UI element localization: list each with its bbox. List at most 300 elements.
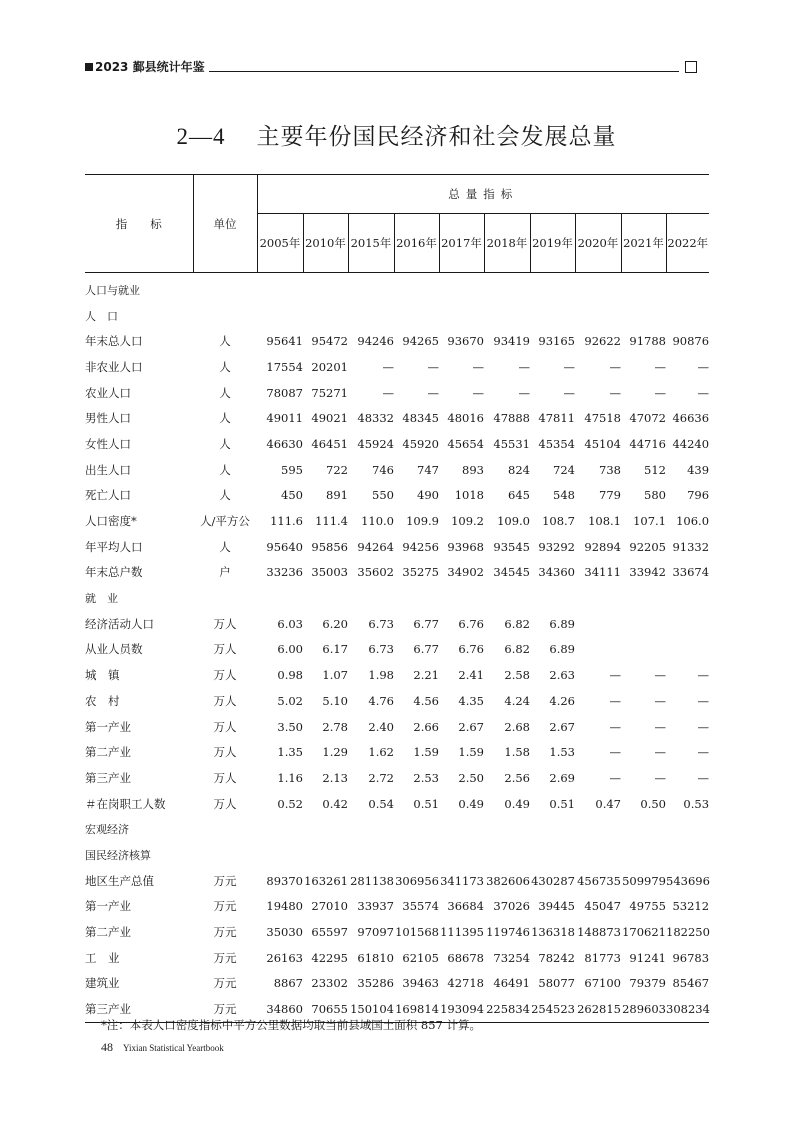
row-unit: 人 xyxy=(219,436,231,451)
header-year: 2015年 xyxy=(348,214,394,273)
table-cell: 6.20 xyxy=(322,616,348,631)
yearbook-name: Yixian Statistical Yeartbook xyxy=(123,1043,224,1053)
table-cell xyxy=(439,842,484,868)
table-cell: 90876 xyxy=(672,334,710,349)
table-cell: 136318 xyxy=(531,925,575,940)
row-indicator: 第一产业 xyxy=(85,899,131,914)
table-row xyxy=(85,919,709,945)
table-cell: 6.82 xyxy=(504,616,530,631)
table-cell xyxy=(530,273,575,303)
table-cell: 111.4 xyxy=(315,514,348,529)
row-indicator: 人口密度* xyxy=(85,514,137,529)
table-cell: 2.40 xyxy=(368,719,394,734)
table-cell xyxy=(257,273,303,303)
table-cell: 2.56 xyxy=(504,770,530,785)
table-cell: 0.49 xyxy=(458,796,484,811)
table-cell: 6.03 xyxy=(277,616,303,631)
row-indicator: 第二产业 xyxy=(85,925,131,940)
table-cell xyxy=(484,842,530,868)
table-cell: 94256 xyxy=(402,539,439,554)
table-cell: 2.53 xyxy=(413,770,439,785)
table-cell: 106.0 xyxy=(676,514,710,529)
table-row xyxy=(85,842,709,868)
statistics-table xyxy=(85,174,709,1023)
table-cell: 2.66 xyxy=(413,719,439,734)
row-unit: 人 xyxy=(219,462,231,477)
table-cell: 34111 xyxy=(584,565,621,580)
table-cell: 170621 xyxy=(622,925,666,940)
row-indicator: 出生人口 xyxy=(85,462,131,477)
table-cell xyxy=(666,611,709,637)
row-unit: 万人 xyxy=(213,745,237,760)
page-number: 48 xyxy=(101,1040,113,1054)
running-head-text: 2023 鄞县统计年鉴 xyxy=(95,60,205,74)
table-cell: 27010 xyxy=(311,899,348,914)
table-cell: 289603 xyxy=(621,996,666,1022)
table-cell: 1.59 xyxy=(413,745,439,760)
row-unit: 万人 xyxy=(213,796,237,811)
table-cell: — xyxy=(697,385,710,400)
table-cell xyxy=(530,303,575,329)
table-cell xyxy=(621,816,666,842)
table-cell: 95641 xyxy=(266,334,303,349)
table-cell: 45047 xyxy=(584,899,621,914)
row-unit: 万元 xyxy=(213,899,237,914)
row-unit: 万人 xyxy=(213,642,237,657)
table-cell: 2.68 xyxy=(504,719,530,734)
running-head-rule xyxy=(209,71,679,72)
table-cell: 3.50 xyxy=(277,719,303,734)
table-cell: 4.35 xyxy=(458,693,484,708)
table-cell: 45924 xyxy=(357,436,394,451)
row-indicator: ＃在岗职工人数 xyxy=(85,796,166,811)
table-cell: — xyxy=(609,668,621,683)
row-unit: 人 xyxy=(219,385,231,400)
table-cell: 92894 xyxy=(584,539,621,554)
row-unit: 万人 xyxy=(213,770,237,785)
row-indicator: 男性人口 xyxy=(85,411,131,426)
table-cell xyxy=(257,816,303,842)
row-unit: 人 xyxy=(219,539,231,554)
table-cell: 92205 xyxy=(629,539,666,554)
table-cell: 580 xyxy=(644,488,666,503)
table-cell xyxy=(666,273,709,303)
table-cell: 6.73 xyxy=(368,616,394,631)
table-cell: 47518 xyxy=(584,411,621,426)
row-indicator: 女性人口 xyxy=(85,436,131,451)
table-cell xyxy=(394,585,439,611)
table-cell: 93670 xyxy=(447,334,484,349)
row-unit xyxy=(193,303,257,329)
table-cell: — xyxy=(472,385,484,400)
table-cell xyxy=(666,842,709,868)
table-cell: 6.17 xyxy=(322,642,348,657)
table-cell: 6.89 xyxy=(549,616,575,631)
table-cell: — xyxy=(654,745,666,760)
table-row xyxy=(85,273,709,303)
table-cell: 96783 xyxy=(672,950,710,965)
table-cell: 91332 xyxy=(672,539,710,554)
table-cell: 722 xyxy=(326,462,348,477)
table-row xyxy=(85,791,709,817)
table-cell xyxy=(303,303,348,329)
table-cell: 33937 xyxy=(357,899,394,914)
table-cell: 1.53 xyxy=(549,745,575,760)
running-head xyxy=(85,58,697,74)
table-cell: 34360 xyxy=(538,565,575,580)
table-number: 2—4 xyxy=(176,124,226,149)
table-cell: — xyxy=(697,770,710,785)
table-cell xyxy=(666,585,709,611)
table-cell: 46636 xyxy=(672,411,710,426)
table-row xyxy=(85,457,709,483)
table-cell: 47888 xyxy=(493,411,530,426)
table-cell: 439 xyxy=(687,462,710,477)
table-cell: 2.67 xyxy=(458,719,484,734)
row-indicator: 城 镇 xyxy=(85,668,120,683)
table-cell: — xyxy=(382,359,394,374)
header-year: 2017年 xyxy=(439,214,484,273)
header-year: 2016年 xyxy=(394,214,439,273)
header-year: 2010年 xyxy=(303,214,348,273)
table-cell xyxy=(257,842,303,868)
table-row xyxy=(85,765,709,791)
table-cell: 39445 xyxy=(538,899,575,914)
table-cell: — xyxy=(609,385,621,400)
table-cell: 65597 xyxy=(311,925,348,940)
row-indicator: 就 业 xyxy=(85,592,118,606)
table-cell: 93545 xyxy=(493,539,530,554)
table-cell: 39463 xyxy=(402,976,439,991)
table-cell xyxy=(575,816,621,842)
table-row xyxy=(85,637,709,663)
row-indicator: 国民经济核算 xyxy=(85,848,151,862)
table-cell: — xyxy=(609,693,621,708)
table-row xyxy=(85,611,709,637)
table-cell: 33674 xyxy=(672,565,710,580)
table-cell: 2.21 xyxy=(413,668,439,683)
folio xyxy=(101,1040,224,1055)
table-cell: 91241 xyxy=(629,950,666,965)
table-row xyxy=(85,945,709,971)
table-cell xyxy=(666,816,709,842)
table-cell: 0.51 xyxy=(413,796,439,811)
table-cell: 550 xyxy=(372,488,394,503)
table-cell: 456735 xyxy=(577,873,621,888)
table-cell xyxy=(575,637,621,663)
table-cell: 0.52 xyxy=(277,796,303,811)
table-cell: 78242 xyxy=(538,950,575,965)
header-unit: 单位 xyxy=(193,175,257,273)
table-cell xyxy=(530,585,575,611)
table-cell: — xyxy=(697,719,710,734)
row-unit: 人 xyxy=(219,359,231,374)
table-cell: 306956 xyxy=(395,873,439,888)
header-year: 2020年 xyxy=(575,214,621,273)
table-cell: 45354 xyxy=(538,436,575,451)
row-indicator: 第一产业 xyxy=(85,719,131,734)
table-cell: — xyxy=(427,385,439,400)
row-indicator: 从业人员数 xyxy=(85,642,143,657)
table-row xyxy=(85,868,709,894)
table-cell xyxy=(530,842,575,868)
table-cell: 35602 xyxy=(357,565,394,580)
table-cell: 35574 xyxy=(402,899,439,914)
table-cell: 1.98 xyxy=(368,668,394,683)
table-cell xyxy=(439,816,484,842)
row-indicator: 年平均人口 xyxy=(85,539,143,554)
table-row xyxy=(85,739,709,765)
table-cell: 2.50 xyxy=(458,770,484,785)
table-cell xyxy=(348,842,394,868)
table-cell: 4.24 xyxy=(504,693,530,708)
table-cell: 107.1 xyxy=(633,514,666,529)
table-cell: 44716 xyxy=(629,436,666,451)
table-cell: 78087 xyxy=(266,385,303,400)
table-cell: — xyxy=(697,693,710,708)
footnote: *注：本表人口密度指标中平方公里数据均取当前县域国土面积 857 计算。 xyxy=(101,1018,482,1032)
table-cell xyxy=(575,273,621,303)
table-cell: 81773 xyxy=(584,950,621,965)
table-cell: 182250 xyxy=(666,925,710,940)
table-cell xyxy=(621,273,666,303)
table-cell: 1.07 xyxy=(322,668,348,683)
table-cell: 34545 xyxy=(493,565,530,580)
table-cell: 6.73 xyxy=(368,642,394,657)
table-cell: 824 xyxy=(508,462,530,477)
table-cell: 1.59 xyxy=(458,745,484,760)
table-cell: 111.6 xyxy=(270,514,303,529)
table-cell xyxy=(621,637,666,663)
table-cell: 169814 xyxy=(394,996,439,1022)
table-cell: 109.9 xyxy=(406,514,439,529)
table-cell: 382606 xyxy=(486,873,530,888)
table-cell: 48016 xyxy=(447,411,484,426)
row-unit xyxy=(193,816,257,842)
table-cell: 6.77 xyxy=(413,616,439,631)
table-cell: 70655 xyxy=(303,996,348,1022)
table-cell xyxy=(348,273,394,303)
table-cell: 89370 xyxy=(266,873,303,888)
table-cell: 119746 xyxy=(486,925,530,940)
table-cell xyxy=(621,842,666,868)
table-cell xyxy=(303,816,348,842)
table-cell xyxy=(394,842,439,868)
table-cell: 110.0 xyxy=(361,514,394,529)
table-cell xyxy=(575,585,621,611)
row-unit: 万元 xyxy=(213,925,237,940)
table-row xyxy=(85,971,709,997)
table-cell: 19480 xyxy=(266,899,303,914)
row-unit: 万人 xyxy=(213,616,237,631)
table-cell: 95472 xyxy=(311,334,348,349)
row-unit: 户 xyxy=(219,565,231,580)
table-cell xyxy=(666,637,709,663)
table-cell: 2.69 xyxy=(549,770,575,785)
table-cell: 150104 xyxy=(348,996,394,1022)
row-unit: 万元 xyxy=(213,950,237,965)
table-cell: 49755 xyxy=(629,899,666,914)
row-indicator: 年末总人口 xyxy=(85,334,143,349)
table-cell: — xyxy=(654,385,666,400)
table-cell: 543696 xyxy=(666,873,710,888)
table-cell: 4.26 xyxy=(549,693,575,708)
table-cell xyxy=(303,842,348,868)
page-title xyxy=(0,118,793,151)
table-cell: 0.47 xyxy=(595,796,621,811)
table-cell: 490 xyxy=(417,488,439,503)
table-cell: 45654 xyxy=(447,436,484,451)
table-cell: 148873 xyxy=(577,925,621,940)
table-cell: 0.53 xyxy=(683,796,710,811)
table-cell xyxy=(621,303,666,329)
row-indicator: 农业人口 xyxy=(85,385,131,400)
table-cell: 430287 xyxy=(531,873,575,888)
table-cell: 548 xyxy=(553,488,575,503)
table-cell: — xyxy=(654,770,666,785)
table-row xyxy=(85,534,709,560)
table-cell: 6.82 xyxy=(504,642,530,657)
table-cell: 254523 xyxy=(530,996,575,1022)
table-cell xyxy=(439,273,484,303)
row-unit: 万人 xyxy=(213,719,237,734)
row-indicator: 宏观经济 xyxy=(85,823,129,837)
table-cell xyxy=(394,303,439,329)
table-cell: 45531 xyxy=(493,436,530,451)
table-cell: 5.10 xyxy=(322,693,348,708)
table-cell: 53212 xyxy=(672,899,710,914)
table-cell: — xyxy=(609,745,621,760)
row-unit: 万元 xyxy=(193,996,257,1022)
table-cell: 35030 xyxy=(266,925,303,940)
row-indicator: 年末总户数 xyxy=(85,565,143,580)
table-cell: 4.76 xyxy=(368,693,394,708)
table-cell: 109.0 xyxy=(497,514,530,529)
table-cell: 5.02 xyxy=(277,693,303,708)
table-cell: 34902 xyxy=(447,565,484,580)
table-row xyxy=(85,483,709,509)
table-cell xyxy=(530,816,575,842)
table-cell: 2.58 xyxy=(504,668,530,683)
table-cell: 281138 xyxy=(350,873,394,888)
row-indicator: 人 口 xyxy=(85,309,118,323)
table-cell: 8867 xyxy=(273,976,303,991)
row-indicator: 死亡人口 xyxy=(85,488,131,503)
header-group: 总量指标 xyxy=(257,175,709,214)
table-cell: — xyxy=(472,359,484,374)
table-row xyxy=(85,714,709,740)
table-cell: 61810 xyxy=(357,950,394,965)
table-cell xyxy=(303,585,348,611)
table-cell: 0.50 xyxy=(640,796,666,811)
table-cell: 6.00 xyxy=(277,642,303,657)
table-cell: 93419 xyxy=(493,334,530,349)
header-year: 2022年 xyxy=(666,214,709,273)
table-cell xyxy=(484,303,530,329)
table-cell: — xyxy=(654,668,666,683)
table-row xyxy=(85,508,709,534)
table-cell: 17554 xyxy=(266,359,303,374)
table-cell: 49011 xyxy=(266,411,303,426)
table-cell: 20201 xyxy=(311,359,348,374)
table-cell: 48345 xyxy=(402,411,439,426)
table-cell: 79379 xyxy=(629,976,666,991)
table-cell: 2.67 xyxy=(549,719,575,734)
table-row xyxy=(85,560,709,586)
table-cell: 2.72 xyxy=(368,770,394,785)
table-cell: 2.41 xyxy=(458,668,484,683)
table-cell: 48332 xyxy=(357,411,394,426)
table-cell xyxy=(257,585,303,611)
table-cell: 738 xyxy=(599,462,621,477)
row-indicator: 非农业人口 xyxy=(85,359,143,374)
table-cell xyxy=(394,816,439,842)
table-cell: 23302 xyxy=(311,976,348,991)
table-cell xyxy=(303,273,348,303)
header-year: 2019年 xyxy=(530,214,575,273)
table-cell: 108.1 xyxy=(588,514,621,529)
table-cell: 49021 xyxy=(311,411,348,426)
row-indicator: 第三产业 xyxy=(85,996,193,1022)
table-cell: 1.29 xyxy=(322,745,348,760)
table-cell: 75271 xyxy=(311,385,348,400)
table-cell: 0.42 xyxy=(322,796,348,811)
table-cell: — xyxy=(609,359,621,374)
row-unit: 万元 xyxy=(213,976,237,991)
table-cell: 2.13 xyxy=(322,770,348,785)
table-cell: 747 xyxy=(417,462,439,477)
table-cell xyxy=(575,842,621,868)
table-row xyxy=(85,662,709,688)
table-cell: 4.56 xyxy=(413,693,439,708)
table-cell xyxy=(439,303,484,329)
table-cell: 46451 xyxy=(311,436,348,451)
table-cell: 796 xyxy=(687,488,710,503)
table-cell: 97097 xyxy=(357,925,394,940)
table-cell: — xyxy=(697,745,710,760)
table-cell: 26163 xyxy=(266,950,303,965)
table-row xyxy=(85,354,709,380)
table-cell: 1.16 xyxy=(277,770,303,785)
table-cell: 35003 xyxy=(311,565,348,580)
table-cell: 6.77 xyxy=(413,642,439,657)
header-year: 2018年 xyxy=(484,214,530,273)
table-cell: 94264 xyxy=(357,539,394,554)
table-cell: 93165 xyxy=(538,334,575,349)
table-cell: 6.76 xyxy=(458,616,484,631)
table-cell: — xyxy=(697,668,710,683)
table-row xyxy=(85,303,709,329)
table-cell: 595 xyxy=(281,462,303,477)
table-cell: 2.78 xyxy=(322,719,348,734)
table-cell xyxy=(394,273,439,303)
table-cell: 93968 xyxy=(447,539,484,554)
table-cell: — xyxy=(609,770,621,785)
table-cell: 67100 xyxy=(584,976,621,991)
table-cell: 308234 xyxy=(666,996,709,1022)
square-outline-icon xyxy=(685,61,697,73)
table-cell: — xyxy=(654,693,666,708)
table-cell: 163261 xyxy=(304,873,348,888)
table-cell xyxy=(621,611,666,637)
table-cell: 44240 xyxy=(672,436,710,451)
row-unit: 万元 xyxy=(213,873,237,888)
square-bullet-icon xyxy=(85,63,93,71)
table-cell: 47072 xyxy=(629,411,666,426)
table-cell: — xyxy=(563,359,575,374)
table-cell xyxy=(575,611,621,637)
table-cell: 341173 xyxy=(440,873,484,888)
